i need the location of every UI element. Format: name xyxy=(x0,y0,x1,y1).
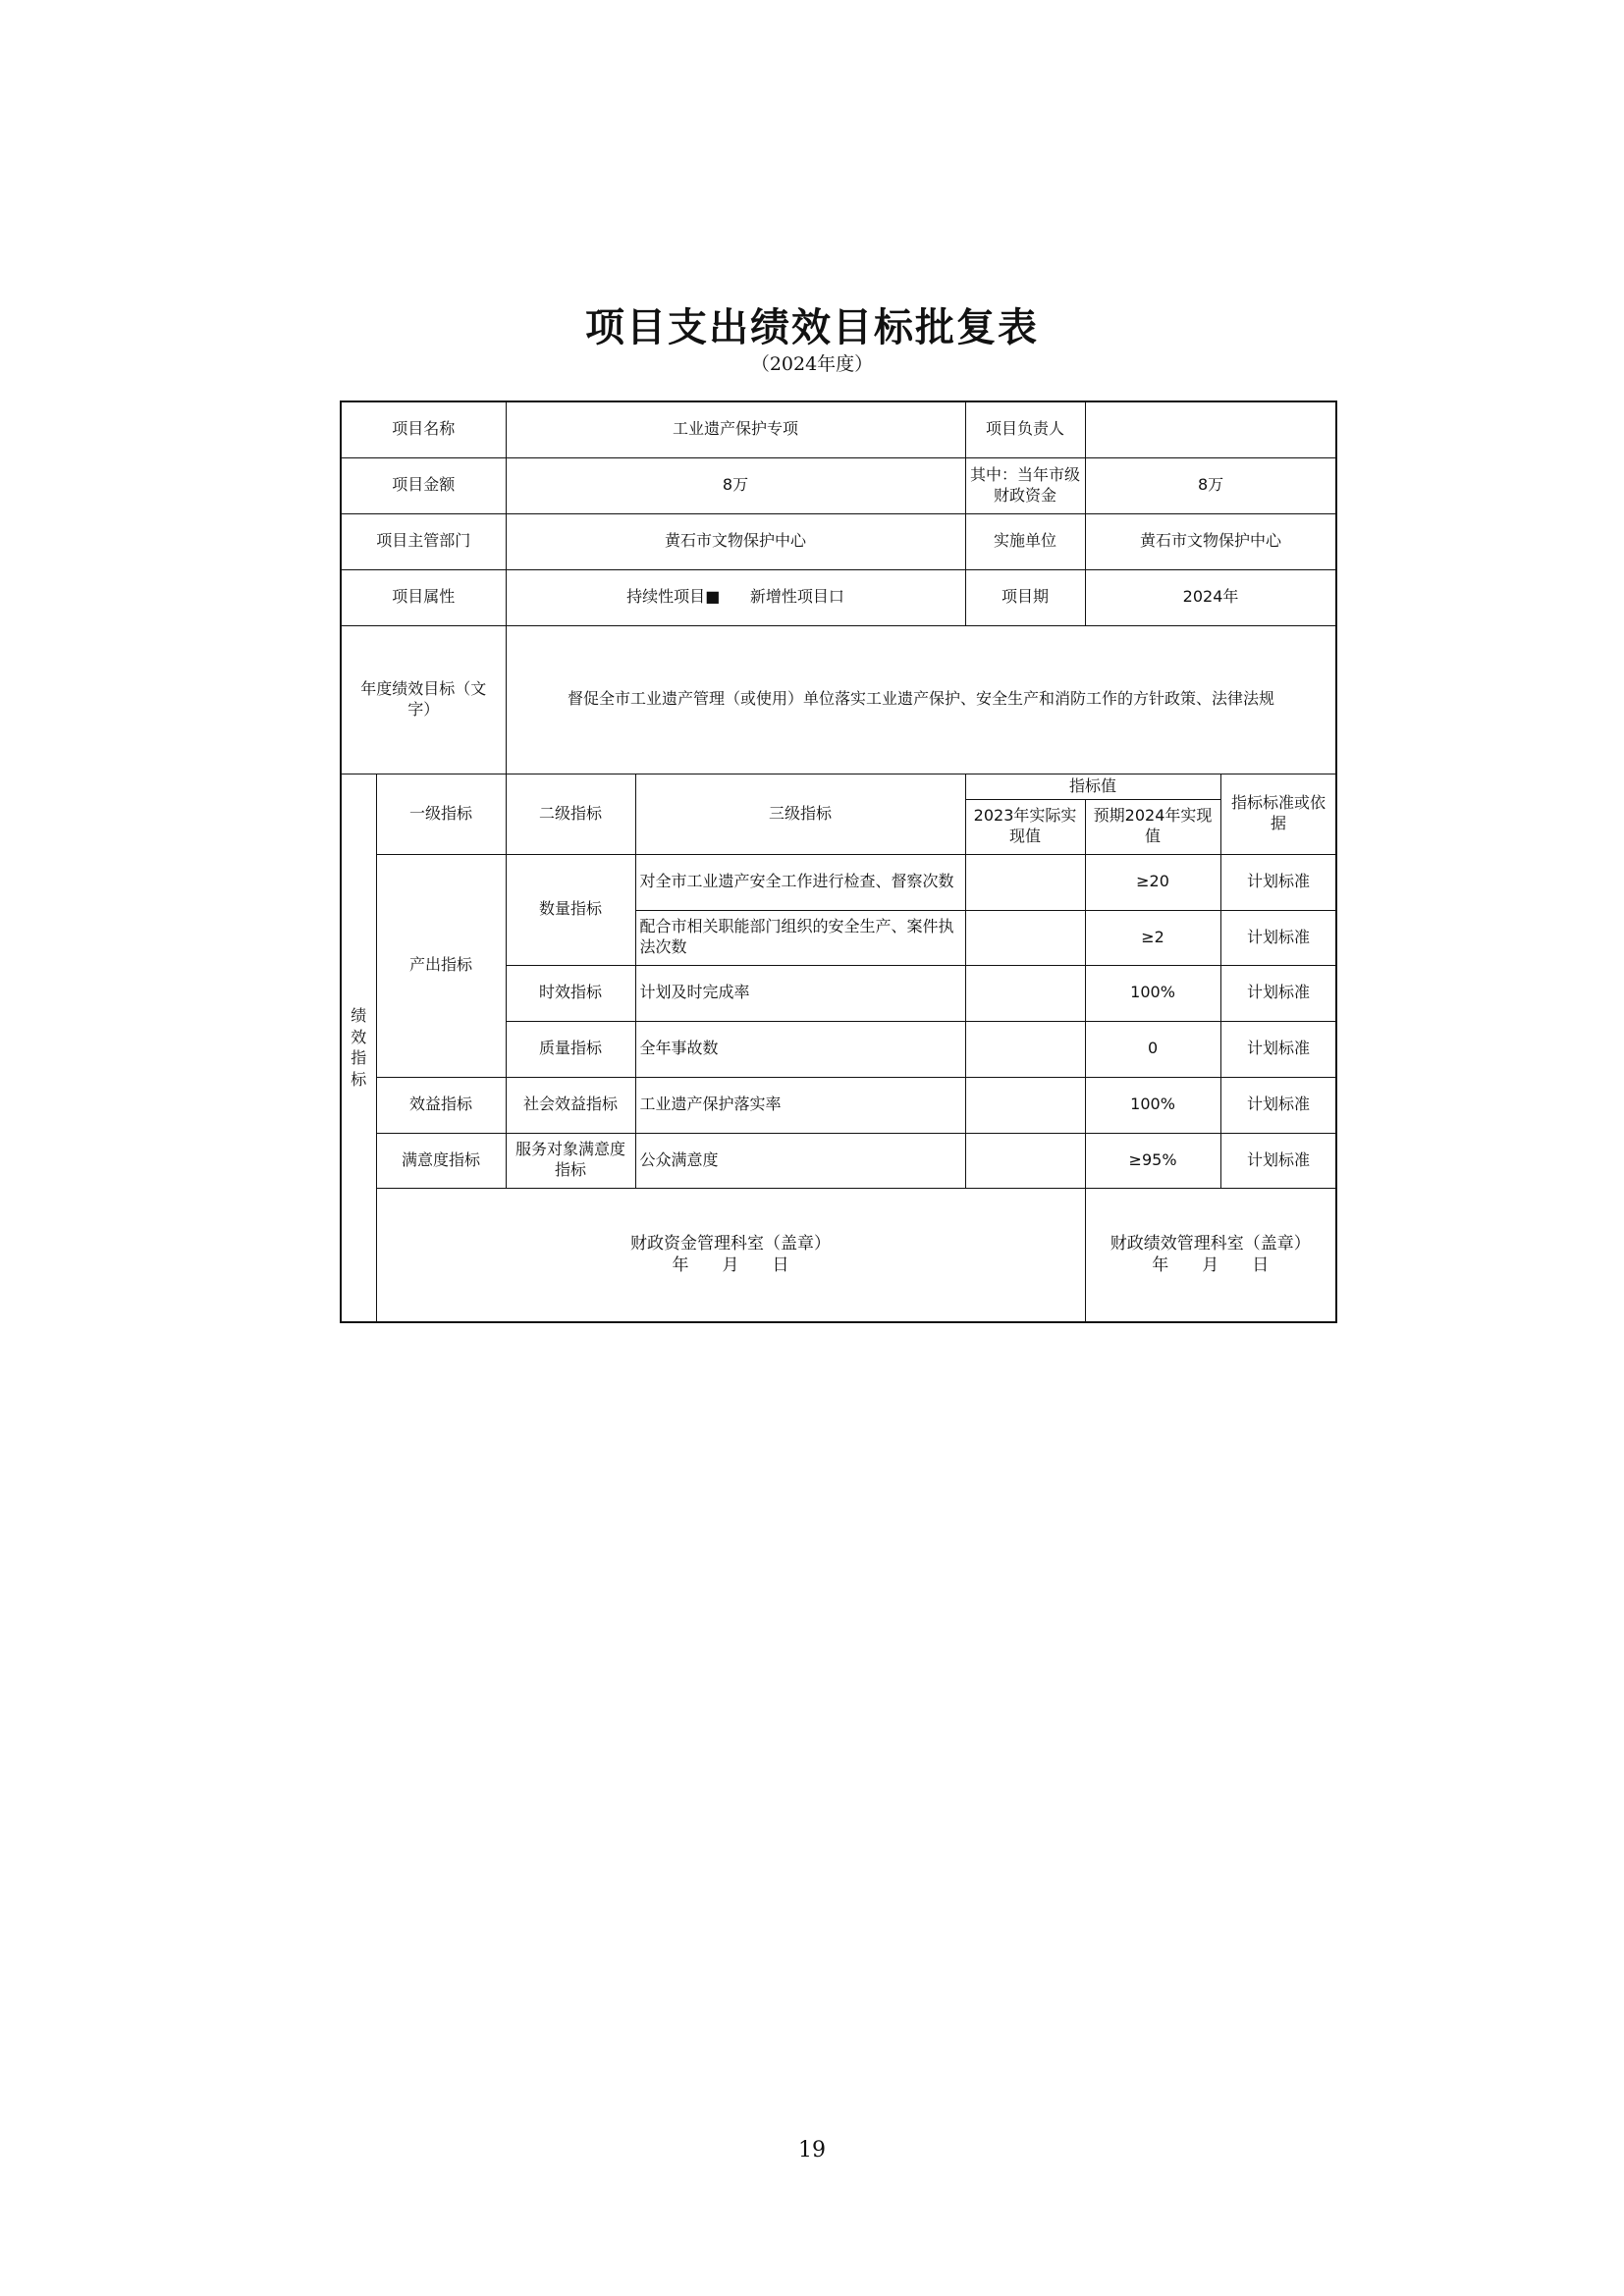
header-expected-2024: 预期2024年实现值 xyxy=(1085,799,1220,854)
actual-2023-cell xyxy=(965,854,1085,910)
annual-goal-label: 年度绩效目标（文字） xyxy=(341,625,506,774)
basis-cell: 计划标准 xyxy=(1220,1133,1336,1188)
expected-2024-cell: ≥95% xyxy=(1085,1133,1220,1188)
attribute-option-new: 新增性项目 xyxy=(749,587,829,607)
municipal-fund-label: 其中：当年市级财政资金 xyxy=(965,457,1085,513)
performance-management-office: 财政绩效管理科室（盖章） xyxy=(1110,1234,1311,1255)
table-row xyxy=(341,1077,1336,1133)
project-name-label: 项目名称 xyxy=(341,401,506,457)
level3-cell: 计划及时完成率 xyxy=(635,965,965,1021)
project-leader-value xyxy=(1085,401,1336,457)
project-amount-value: 8万 xyxy=(506,457,965,513)
actual-2023-cell xyxy=(965,1021,1085,1077)
level3-cell: 全年事故数 xyxy=(635,1021,965,1077)
expected-2024-cell: 100% xyxy=(1085,965,1220,1021)
annual-goal-value: 督促全市工业遗产管理（或使用）单位落实工业遗产保护、安全生产和消防工作的方针政策、法律法规 xyxy=(506,625,1336,774)
header-actual-2023: 2023年实际实现值 xyxy=(965,799,1085,854)
header-basis: 指标标准或依据 xyxy=(1220,774,1336,854)
period-label: 项目期 xyxy=(965,569,1085,625)
checkbox-checked-icon: ■ xyxy=(705,587,721,607)
performance-management-date: 年 月 日 xyxy=(1152,1255,1270,1276)
expected-2024-cell: ≥20 xyxy=(1085,854,1220,910)
level2-quantity: 数量指标 xyxy=(506,854,635,965)
department-label: 项目主管部门 xyxy=(341,513,506,569)
level1-satisfaction: 满意度指标 xyxy=(376,1133,506,1188)
performance-indicators-side-label: 绩效指标 xyxy=(341,774,376,1322)
actual-2023-cell xyxy=(965,1133,1085,1188)
header-level2: 二级指标 xyxy=(506,774,635,854)
municipal-fund-value: 8万 xyxy=(1085,457,1336,513)
project-amount-label: 项目金额 xyxy=(341,457,506,513)
basis-cell: 计划标准 xyxy=(1220,1077,1336,1133)
checkbox-unchecked-icon: 口 xyxy=(828,587,844,607)
basis-cell: 计划标准 xyxy=(1220,1021,1336,1077)
attribute-label: 项目属性 xyxy=(341,569,506,625)
performance-management-signature xyxy=(1085,1188,1336,1322)
document-title: 项目支出绩效目标批复表 xyxy=(585,305,1039,350)
project-leader-label: 项目负责人 xyxy=(965,401,1085,457)
level3-cell: 对全市工业遗产安全工作进行检查、督察次数 xyxy=(635,854,965,910)
level2-social-benefit: 社会效益指标 xyxy=(506,1077,635,1133)
indicator-header-row-1 xyxy=(341,774,1336,799)
period-value: 2024年 xyxy=(1085,569,1336,625)
expected-2024-cell: 100% xyxy=(1085,1077,1220,1133)
expected-2024-cell: 0 xyxy=(1085,1021,1220,1077)
level1-output: 产出指标 xyxy=(376,854,506,1077)
actual-2023-cell xyxy=(965,965,1085,1021)
header-level3: 三级指标 xyxy=(635,774,965,854)
attribute-value xyxy=(506,569,965,625)
actual-2023-cell xyxy=(965,910,1085,965)
implementer-value: 黄石市文物保护中心 xyxy=(1085,513,1336,569)
expected-2024-cell: ≥2 xyxy=(1085,910,1220,965)
level2-service-satisfaction: 服务对象满意度指标 xyxy=(506,1133,635,1188)
level3-cell: 配合市相关职能部门组织的安全生产、案件执法次数 xyxy=(635,910,965,965)
table-row xyxy=(341,854,1336,910)
signature-row xyxy=(341,1188,1336,1322)
header-value-group: 指标值 xyxy=(965,774,1220,799)
row-annual-goal xyxy=(341,625,1336,774)
level1-benefit: 效益指标 xyxy=(376,1077,506,1133)
page-number: 19 xyxy=(798,2138,826,2163)
header-level1: 一级指标 xyxy=(376,774,506,854)
row-attribute xyxy=(341,569,1336,625)
level2-timeliness: 时效指标 xyxy=(506,965,635,1021)
row-project-amount xyxy=(341,457,1336,513)
department-value: 黄石市文物保护中心 xyxy=(506,513,965,569)
actual-2023-cell xyxy=(965,1077,1085,1133)
document-subtitle: （2024年度） xyxy=(750,353,874,375)
fund-management-office: 财政资金管理科室（盖章） xyxy=(630,1234,832,1255)
basis-cell: 计划标准 xyxy=(1220,854,1336,910)
level3-cell: 工业遗产保护落实率 xyxy=(635,1077,965,1133)
row-project-name xyxy=(341,401,1336,457)
level3-cell: 公众满意度 xyxy=(635,1133,965,1188)
project-name-value: 工业遗产保护专项 xyxy=(506,401,965,457)
fund-management-date: 年 月 日 xyxy=(672,1255,789,1276)
attribute-option-continuing: 持续性项目 xyxy=(626,587,706,607)
fund-management-signature xyxy=(376,1188,1085,1322)
table-row xyxy=(341,1133,1336,1188)
level2-quality: 质量指标 xyxy=(506,1021,635,1077)
basis-cell: 计划标准 xyxy=(1220,910,1336,965)
implementer-label: 实施单位 xyxy=(965,513,1085,569)
basis-cell: 计划标准 xyxy=(1220,965,1336,1021)
performance-target-table xyxy=(340,400,1337,1323)
row-department xyxy=(341,513,1336,569)
